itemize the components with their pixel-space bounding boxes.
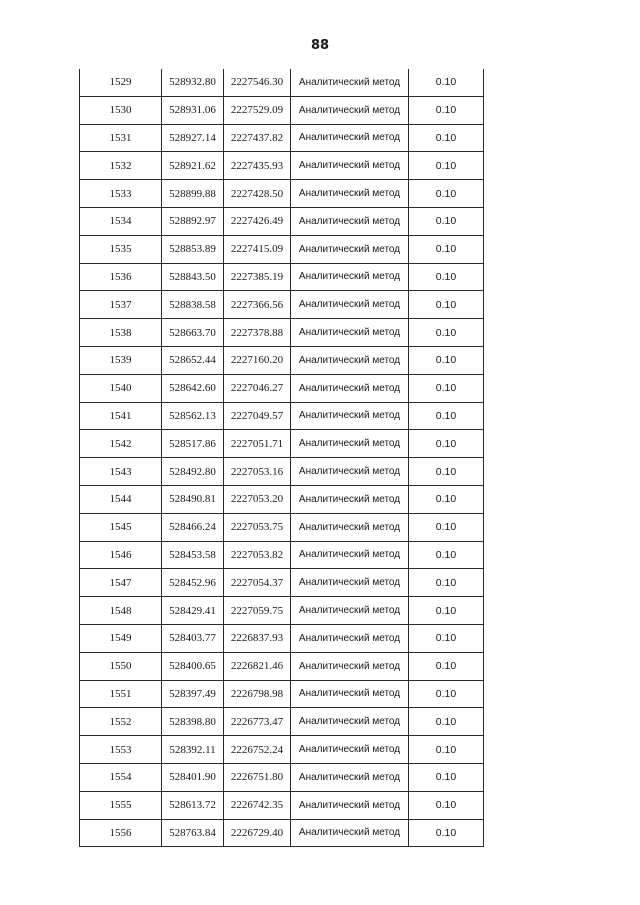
page-number: 88 — [310, 38, 330, 53]
table-row — [80, 263, 484, 291]
table-row — [80, 513, 484, 541]
x-coordinate-cell: 528843.50 — [162, 263, 224, 291]
accuracy-cell: 0.10 — [409, 763, 484, 791]
y-coordinate-cell: 2227046.27 — [224, 374, 291, 402]
y-coordinate-cell: 2227049.57 — [224, 402, 291, 430]
point-number-cell: 1537 — [80, 291, 162, 319]
table-row — [80, 763, 484, 791]
y-coordinate-cell: 2227053.75 — [224, 513, 291, 541]
y-coordinate-cell: 2227437.82 — [224, 124, 291, 152]
x-coordinate-cell: 528663.70 — [162, 319, 224, 347]
table-row — [80, 402, 484, 430]
coordinates-table-body — [80, 69, 484, 847]
y-coordinate-cell: 2227435.93 — [224, 152, 291, 180]
point-number-cell: 1551 — [80, 680, 162, 708]
point-number-cell: 1533 — [80, 180, 162, 208]
accuracy-cell: 0.10 — [409, 652, 484, 680]
accuracy-cell: 0.10 — [409, 485, 484, 513]
accuracy-cell: 0.10 — [409, 180, 484, 208]
accuracy-cell: 0.10 — [409, 680, 484, 708]
table-row — [80, 541, 484, 569]
y-coordinate-cell: 2227053.82 — [224, 541, 291, 569]
point-number-cell: 1543 — [80, 458, 162, 486]
x-coordinate-cell: 528466.24 — [162, 513, 224, 541]
method-cell: Аналитический метод — [291, 180, 409, 208]
table-row — [80, 736, 484, 764]
table-row — [80, 374, 484, 402]
method-cell: Аналитический метод — [291, 346, 409, 374]
accuracy-cell: 0.10 — [409, 96, 484, 124]
method-cell: Аналитический метод — [291, 430, 409, 458]
table-row — [80, 124, 484, 152]
y-coordinate-cell: 2227529.09 — [224, 96, 291, 124]
accuracy-cell: 0.10 — [409, 319, 484, 347]
x-coordinate-cell: 528921.62 — [162, 152, 224, 180]
method-cell: Аналитический метод — [291, 207, 409, 235]
accuracy-cell: 0.10 — [409, 624, 484, 652]
x-coordinate-cell: 528853.89 — [162, 235, 224, 263]
method-cell: Аналитический метод — [291, 235, 409, 263]
y-coordinate-cell: 2227059.75 — [224, 597, 291, 625]
method-cell: Аналитический метод — [291, 124, 409, 152]
y-coordinate-cell: 2227160.20 — [224, 346, 291, 374]
table-row — [80, 319, 484, 347]
point-number-cell: 1538 — [80, 319, 162, 347]
y-coordinate-cell: 2227546.30 — [224, 69, 291, 96]
y-coordinate-cell: 2226751.80 — [224, 763, 291, 791]
x-coordinate-cell: 528452.96 — [162, 569, 224, 597]
method-cell: Аналитический метод — [291, 597, 409, 625]
accuracy-cell: 0.10 — [409, 124, 484, 152]
accuracy-cell: 0.10 — [409, 402, 484, 430]
y-coordinate-cell: 2227428.50 — [224, 180, 291, 208]
method-cell: Аналитический метод — [291, 458, 409, 486]
method-cell: Аналитический метод — [291, 624, 409, 652]
y-coordinate-cell: 2227385.19 — [224, 263, 291, 291]
table-row — [80, 207, 484, 235]
x-coordinate-cell: 528398.80 — [162, 708, 224, 736]
y-coordinate-cell: 2226773.47 — [224, 708, 291, 736]
y-coordinate-cell: 2227051.71 — [224, 430, 291, 458]
table-row — [80, 96, 484, 124]
x-coordinate-cell: 528642.60 — [162, 374, 224, 402]
accuracy-cell: 0.10 — [409, 458, 484, 486]
y-coordinate-cell: 2226821.46 — [224, 652, 291, 680]
method-cell: Аналитический метод — [291, 541, 409, 569]
x-coordinate-cell: 528763.84 — [162, 819, 224, 847]
point-number-cell: 1556 — [80, 819, 162, 847]
point-number-cell: 1539 — [80, 346, 162, 374]
point-number-cell: 1536 — [80, 263, 162, 291]
point-number-cell: 1547 — [80, 569, 162, 597]
y-coordinate-cell: 2227053.16 — [224, 458, 291, 486]
x-coordinate-cell: 528401.90 — [162, 763, 224, 791]
table-row — [80, 791, 484, 819]
table-row — [80, 485, 484, 513]
method-cell: Аналитический метод — [291, 319, 409, 347]
table-row — [80, 180, 484, 208]
table-row — [80, 152, 484, 180]
accuracy-cell: 0.10 — [409, 819, 484, 847]
table-row — [80, 680, 484, 708]
accuracy-cell: 0.10 — [409, 708, 484, 736]
method-cell: Аналитический метод — [291, 652, 409, 680]
point-number-cell: 1552 — [80, 708, 162, 736]
y-coordinate-cell: 2227053.20 — [224, 485, 291, 513]
accuracy-cell: 0.10 — [409, 152, 484, 180]
x-coordinate-cell: 528927.14 — [162, 124, 224, 152]
point-number-cell: 1554 — [80, 763, 162, 791]
point-number-cell: 1532 — [80, 152, 162, 180]
point-number-cell: 1553 — [80, 736, 162, 764]
accuracy-cell: 0.10 — [409, 235, 484, 263]
table-row — [80, 235, 484, 263]
point-number-cell: 1531 — [80, 124, 162, 152]
accuracy-cell: 0.10 — [409, 736, 484, 764]
x-coordinate-cell: 528932.80 — [162, 69, 224, 96]
method-cell: Аналитический метод — [291, 819, 409, 847]
method-cell: Аналитический метод — [291, 374, 409, 402]
table-row — [80, 597, 484, 625]
accuracy-cell: 0.10 — [409, 374, 484, 402]
y-coordinate-cell: 2226798.98 — [224, 680, 291, 708]
method-cell: Аналитический метод — [291, 791, 409, 819]
y-coordinate-cell: 2227378.88 — [224, 319, 291, 347]
y-coordinate-cell: 2226729.40 — [224, 819, 291, 847]
x-coordinate-cell: 528392.11 — [162, 736, 224, 764]
x-coordinate-cell: 528429.41 — [162, 597, 224, 625]
x-coordinate-cell: 528400.65 — [162, 652, 224, 680]
point-number-cell: 1555 — [80, 791, 162, 819]
method-cell: Аналитический метод — [291, 69, 409, 96]
point-number-cell: 1546 — [80, 541, 162, 569]
point-number-cell: 1541 — [80, 402, 162, 430]
table-row — [80, 819, 484, 847]
accuracy-cell: 0.10 — [409, 791, 484, 819]
method-cell: Аналитический метод — [291, 513, 409, 541]
point-number-cell: 1544 — [80, 485, 162, 513]
table-row — [80, 569, 484, 597]
point-number-cell: 1540 — [80, 374, 162, 402]
x-coordinate-cell: 528492.80 — [162, 458, 224, 486]
x-coordinate-cell: 528652.44 — [162, 346, 224, 374]
method-cell: Аналитический метод — [291, 291, 409, 319]
accuracy-cell: 0.10 — [409, 207, 484, 235]
accuracy-cell: 0.10 — [409, 513, 484, 541]
x-coordinate-cell: 528397.49 — [162, 680, 224, 708]
method-cell: Аналитический метод — [291, 96, 409, 124]
method-cell: Аналитический метод — [291, 708, 409, 736]
method-cell: Аналитический метод — [291, 736, 409, 764]
table-row — [80, 69, 484, 96]
x-coordinate-cell: 528892.97 — [162, 207, 224, 235]
x-coordinate-cell: 528453.58 — [162, 541, 224, 569]
y-coordinate-cell: 2226742.35 — [224, 791, 291, 819]
x-coordinate-cell: 528490.81 — [162, 485, 224, 513]
accuracy-cell: 0.10 — [409, 263, 484, 291]
x-coordinate-cell: 528613.72 — [162, 791, 224, 819]
point-number-cell: 1530 — [80, 96, 162, 124]
point-number-cell: 1545 — [80, 513, 162, 541]
method-cell: Аналитический метод — [291, 152, 409, 180]
point-number-cell: 1549 — [80, 624, 162, 652]
accuracy-cell: 0.10 — [409, 346, 484, 374]
accuracy-cell: 0.10 — [409, 69, 484, 96]
accuracy-cell: 0.10 — [409, 541, 484, 569]
table-row — [80, 652, 484, 680]
y-coordinate-cell: 2227426.49 — [224, 207, 291, 235]
x-coordinate-cell: 528562.13 — [162, 402, 224, 430]
accuracy-cell: 0.10 — [409, 291, 484, 319]
accuracy-cell: 0.10 — [409, 597, 484, 625]
table-row — [80, 708, 484, 736]
method-cell: Аналитический метод — [291, 263, 409, 291]
point-number-cell: 1534 — [80, 207, 162, 235]
x-coordinate-cell: 528838.58 — [162, 291, 224, 319]
accuracy-cell: 0.10 — [409, 430, 484, 458]
method-cell: Аналитический метод — [291, 763, 409, 791]
accuracy-cell: 0.10 — [409, 569, 484, 597]
method-cell: Аналитический метод — [291, 680, 409, 708]
y-coordinate-cell: 2227054.37 — [224, 569, 291, 597]
y-coordinate-cell: 2226752.24 — [224, 736, 291, 764]
table-row — [80, 291, 484, 319]
point-number-cell: 1529 — [80, 69, 162, 96]
point-number-cell: 1542 — [80, 430, 162, 458]
method-cell: Аналитический метод — [291, 402, 409, 430]
y-coordinate-cell: 2227415.09 — [224, 235, 291, 263]
table-row — [80, 346, 484, 374]
table-row — [80, 458, 484, 486]
x-coordinate-cell: 528931.06 — [162, 96, 224, 124]
coordinates-table — [79, 69, 484, 847]
method-cell: Аналитический метод — [291, 569, 409, 597]
y-coordinate-cell: 2226837.93 — [224, 624, 291, 652]
table-row — [80, 624, 484, 652]
table-row — [80, 430, 484, 458]
x-coordinate-cell: 528517.86 — [162, 430, 224, 458]
x-coordinate-cell: 528899.88 — [162, 180, 224, 208]
y-coordinate-cell: 2227366.56 — [224, 291, 291, 319]
point-number-cell: 1550 — [80, 652, 162, 680]
point-number-cell: 1548 — [80, 597, 162, 625]
x-coordinate-cell: 528403.77 — [162, 624, 224, 652]
method-cell: Аналитический метод — [291, 485, 409, 513]
point-number-cell: 1535 — [80, 235, 162, 263]
